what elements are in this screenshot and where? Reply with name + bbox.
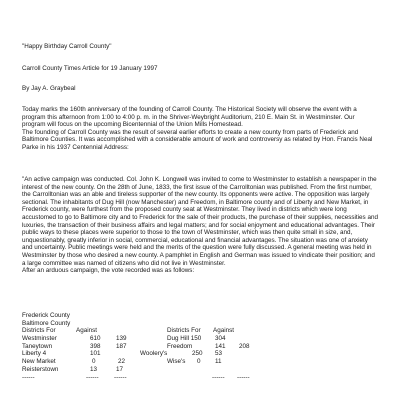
- centennial-quote-block: [22, 176, 378, 275]
- paragraph-anniversary: Today marks the 160th anniversary of the founding of Carroll County. The Historical Society will observe the event with a program this afternoon from 1:00 to 4:00 p. m. in the Shriver-Weybright Auditorium, 210 E. Main St. in Westminster. Our program will focus on the upcoming Bicentennial of the Union Mills Homestead.: [22, 106, 357, 129]
- intro-paragraphs: [22, 106, 378, 152]
- table-rule: ------: [86, 373, 99, 381]
- table-row: [22, 343, 342, 351]
- district-name: Wise's: [167, 358, 186, 366]
- table-row: [22, 358, 342, 366]
- table-row: [22, 374, 342, 382]
- votes-against: 304: [215, 334, 226, 342]
- votes-for: 0: [92, 358, 96, 366]
- district-name: Reisterstown: [22, 365, 59, 373]
- table-rule: ------: [22, 373, 35, 381]
- table-row: [22, 335, 342, 343]
- votes-extra: 208: [239, 342, 250, 350]
- votes-against: 187: [116, 342, 127, 350]
- district-name: Westminster: [22, 334, 57, 342]
- district-name: Freedom: [167, 342, 193, 350]
- votes-against: 141: [215, 342, 226, 350]
- district-name: Woolery's: [140, 350, 168, 358]
- vote-intro: After an arduous campaign, the vote recorded was as follows:: [22, 267, 195, 275]
- table-rule: ------: [212, 373, 225, 381]
- header-cell: Against: [76, 327, 98, 334]
- votes-against: 53: [215, 350, 223, 358]
- votes-for: 250: [192, 350, 203, 358]
- paragraph-founding: The founding of Carroll County was the result of several earlier efforts to create a new county from parts of Frederick and Baltimore Counties. It was accomplished with a considerable amount of work and controversy as related by Hon. Francis Neal Parke in his 1937 Centennial Address:: [22, 128, 373, 151]
- table-rule: ------: [114, 373, 127, 381]
- table-row: [22, 350, 342, 358]
- byline: By Jay A. Graybeal: [22, 85, 76, 92]
- votes-for: 13: [90, 365, 98, 373]
- district-name: New Market: [22, 358, 56, 366]
- district-name: Liberty 4: [22, 350, 47, 358]
- votes-for: 101: [90, 350, 101, 358]
- table-row: [22, 366, 342, 374]
- votes-against: 17: [116, 365, 124, 373]
- header-cell: Districts For: [22, 327, 56, 334]
- votes-for: 610: [90, 334, 101, 342]
- votes-against: 11: [215, 358, 222, 366]
- district-name: Dug Hill 150: [167, 334, 202, 342]
- county-frederick: Frederick County: [22, 312, 70, 319]
- table-rule: ------: [237, 373, 250, 381]
- vote-table: [22, 327, 342, 382]
- district-name: Taneytown: [22, 342, 53, 350]
- votes-for: 0: [197, 358, 201, 366]
- vote-table-header: [22, 327, 342, 335]
- article-source: Carroll County Times Article for 19 January 1997: [22, 65, 158, 72]
- votes-against: 139: [116, 334, 127, 342]
- votes-for: 398: [90, 342, 101, 350]
- document-title: "Happy Birthday Carroll County": [22, 43, 112, 50]
- centennial-quote: "An active campaign was conducted. Col. John K. Longwell was invited to come to Westminster to establish a newspaper in the interest of the new county. On the 28th of June, 1833, the first issue of the Carrolltonian was published. From the first number, the Carrolltonian was an able and tireless supporter of the new county. Its opponents were active. The opposition was largely sectional. The inhabitants of Dug Hill (now Manchester) and Freedom, in Baltimore county and of Liberty and New Market, in Frederick county, were furthest from the proposed county seat at Westminster. They lived in districts which were long accustomed to go to Baltimore city and to Frederick for the sale of their products, the purchase of their supplies, necessities and luxuries, the transaction of their business affairs and legal matters; and for social enjoyment and educational advantages. Their public ways to these places were superior to those to the town of Westminster, which was then quite small in size, and, unquestionably, greatly inferior in social, commercial, educational and financial advantages. The situation was one of anxiety and uncertainty. Public meetings were held and the merits of the question were fully discussed. A general meeting was held in Westminster by those who desired a new county. A pamphlet in English and German was issued to vindicate their position; and a large committee was named of citizens who did not live in Westminster.: [22, 176, 378, 267]
- county-baltimore: Baltimore County: [22, 320, 71, 327]
- header-cell: Against: [213, 327, 235, 334]
- header-cell: Districts For: [167, 327, 201, 334]
- votes-against: 22: [118, 358, 126, 366]
